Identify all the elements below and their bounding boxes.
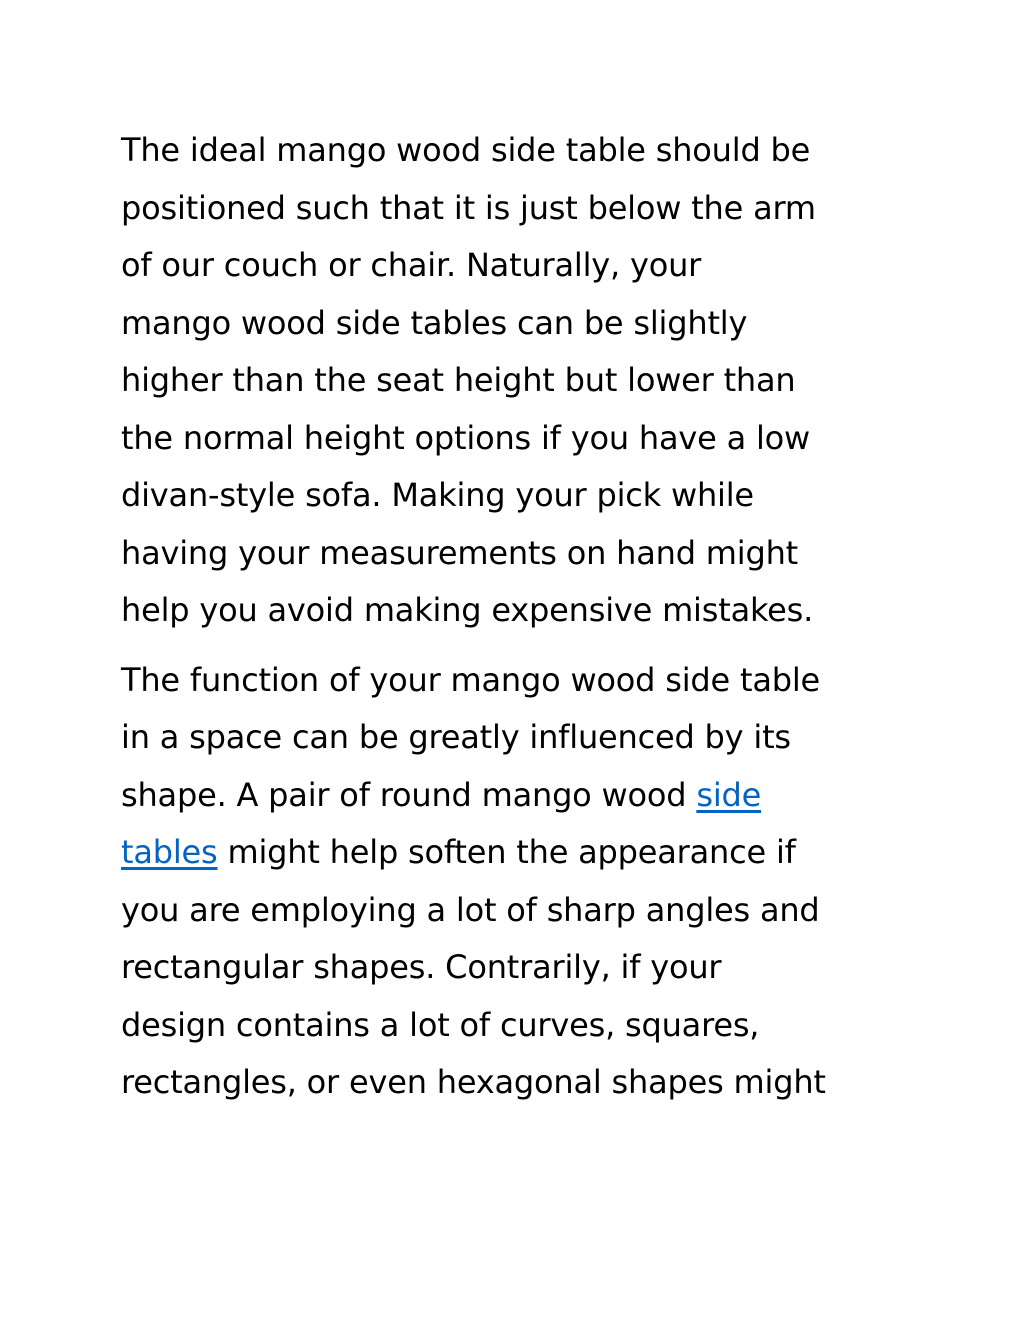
- paragraph-1: [121, 122, 911, 640]
- text-line: rectangular shapes. Contrarily, if your: [121, 948, 722, 986]
- text-segment: might help soften the appearance if: [217, 833, 796, 871]
- text-line: mango wood side tables can be slightly: [121, 303, 748, 342]
- text-line: help you avoid making expensive mistakes.: [121, 591, 814, 629]
- text-line: you are employing a lot of sharp angles and: [121, 890, 820, 929]
- text-line: The ideal mango wood side table should be: [121, 131, 811, 169]
- text-line: rectangles, or even hexagonal shapes might: [121, 1063, 826, 1101]
- paragraph-2: [121, 652, 911, 1112]
- side-tables-link-part-1[interactable]: side: [696, 775, 762, 814]
- text-line: having your measurements on hand might: [121, 533, 798, 572]
- text-line: of our couch or chair. Naturally, your: [121, 246, 702, 284]
- text-line: positioned such that it is just below the arm: [121, 188, 816, 227]
- text-line: divan-style sofa. Making your pick while: [121, 476, 754, 514]
- text-line: the normal height options if you have a low: [121, 418, 810, 457]
- document-body: [121, 122, 911, 1112]
- side-tables-link-part-2[interactable]: tables: [121, 833, 218, 871]
- text-line: [121, 824, 911, 882]
- text-line: design contains a lot of curves, squares,: [121, 1005, 760, 1044]
- text-line: The function of your mango wood side table: [121, 660, 821, 699]
- text-line: in a space can be greatly influenced by its: [121, 718, 791, 756]
- text-line: [121, 767, 911, 825]
- text-line: higher than the seat height but lower than: [121, 361, 796, 399]
- text-segment: shape. A pair of round mango wood: [121, 775, 697, 814]
- paragraph-spacer: [121, 640, 911, 652]
